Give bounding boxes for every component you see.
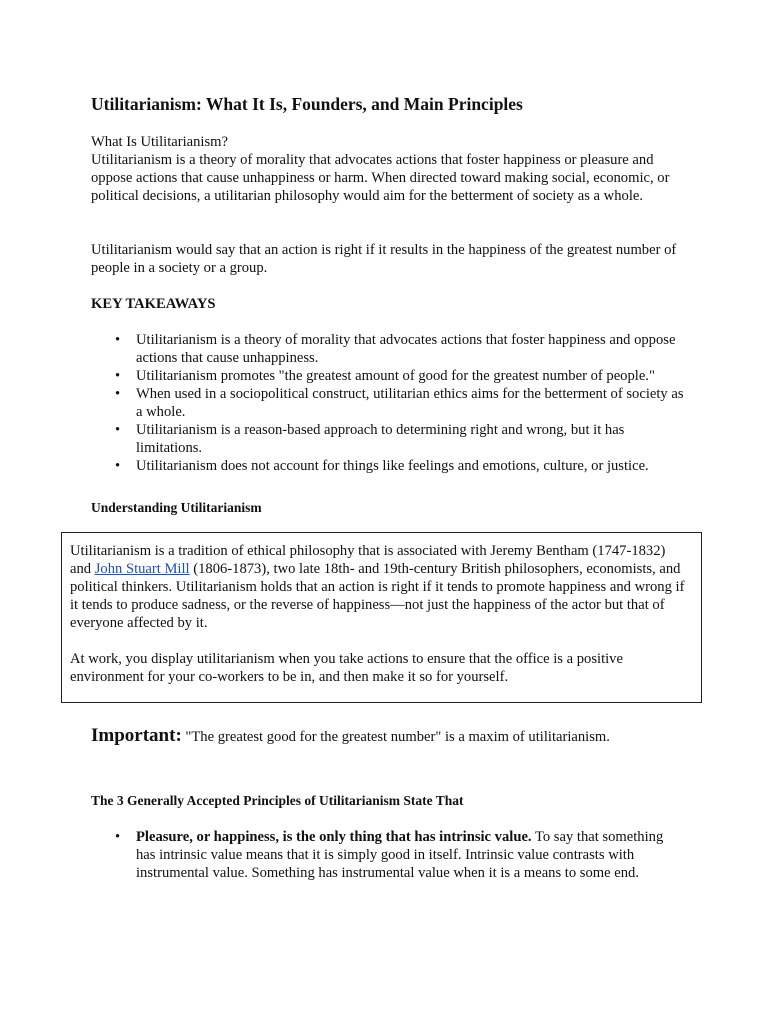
list-item-text: Utilitarianism promotes "the greatest amount of good for the greatest number of people." (136, 368, 655, 384)
bullet-icon: • (115, 368, 121, 384)
callout-text-after-link: (1806-1873), two late 18th- and 19th-century British philosophers, economists, and political thinkers. Utilitarianism holds that an action is right if it tends to promote happiness and wrong if it tends to produce sadness, or the reverse of happiness—not just the happiness of the actor but that of everyone affected by it. (70, 561, 685, 631)
bullet-icon: • (115, 829, 121, 845)
document-title: Utilitarianism: What It Is, Founders, and Main Principles (91, 94, 523, 114)
list-item (91, 331, 691, 367)
important-label: Important: (91, 725, 182, 746)
list-item (91, 828, 681, 882)
list-item-text: Utilitarianism is a theory of morality that advocates actions that foster happiness and oppose actions that cause unhappiness. (136, 332, 676, 366)
intro-paragraph: Utilitarianism is a theory of morality that advocates actions that foster happiness or pleasure and oppose actions that cause unhappiness or harm. When directed toward making social, economic, or political decisions, a utilitarian philosophy would aim for the betterment of society as a whole. (91, 152, 670, 204)
bullet-icon: • (115, 422, 121, 438)
list-item (91, 367, 691, 385)
intro-paragraph-2: Utilitarianism would say that an action is right if it results in the happiness of the greatest number of people in a society or a group. (91, 242, 677, 276)
understanding-callout-box (61, 532, 702, 703)
important-text: "The greatest good for the greatest number" is a maxim of utilitarianism. (181, 729, 610, 745)
list-item-text: When used in a sociopolitical construct, utilitarian ethics aims for the betterment of society as a whole. (136, 386, 684, 420)
callout-paragraph (70, 542, 690, 632)
list-item-text: Utilitarianism is a reason-based approach to determining right and wrong, but it has limitations. (136, 422, 625, 456)
list-item (91, 385, 691, 421)
bullet-icon: • (115, 332, 121, 348)
key-takeaways-list (91, 331, 691, 475)
list-item-text: Utilitarianism does not account for things like feelings and emotions, culture, or justice. (136, 458, 649, 474)
principles-heading: The 3 Generally Accepted Principles of Utilitarianism State That (91, 793, 464, 808)
callout-paragraph-2: At work, you display utilitarianism when you take actions to ensure that the office is a positive environment for your co-workers to be in, and then make it so for yourself. (70, 651, 623, 685)
intro-heading: What Is Utilitarianism? (91, 134, 228, 150)
important-note (91, 725, 610, 747)
principles-list (91, 828, 681, 882)
list-item (91, 457, 691, 475)
callout-text-before-link: Utilitarianism is a tradition of ethical philosophy that is associated with Jeremy Bentham (1747-1832) and (70, 543, 666, 577)
understanding-heading: Understanding Utilitarianism (91, 500, 262, 515)
list-item (91, 421, 691, 457)
key-takeaways-heading: KEY TAKEAWAYS (91, 296, 216, 312)
principle-bold-statement: Pleasure, or happiness, is the only thing that has intrinsic value. (136, 829, 532, 845)
bullet-icon: • (115, 458, 121, 474)
bullet-icon: • (115, 386, 121, 402)
principle-explanation: To say that something has intrinsic value means that it is simply good in itself. Intrinsic value contrasts with instrumental value. Something has instrumental value when it is a means to some end. (136, 829, 664, 881)
john-stuart-mill-link[interactable]: John Stuart Mill (94, 561, 190, 577)
